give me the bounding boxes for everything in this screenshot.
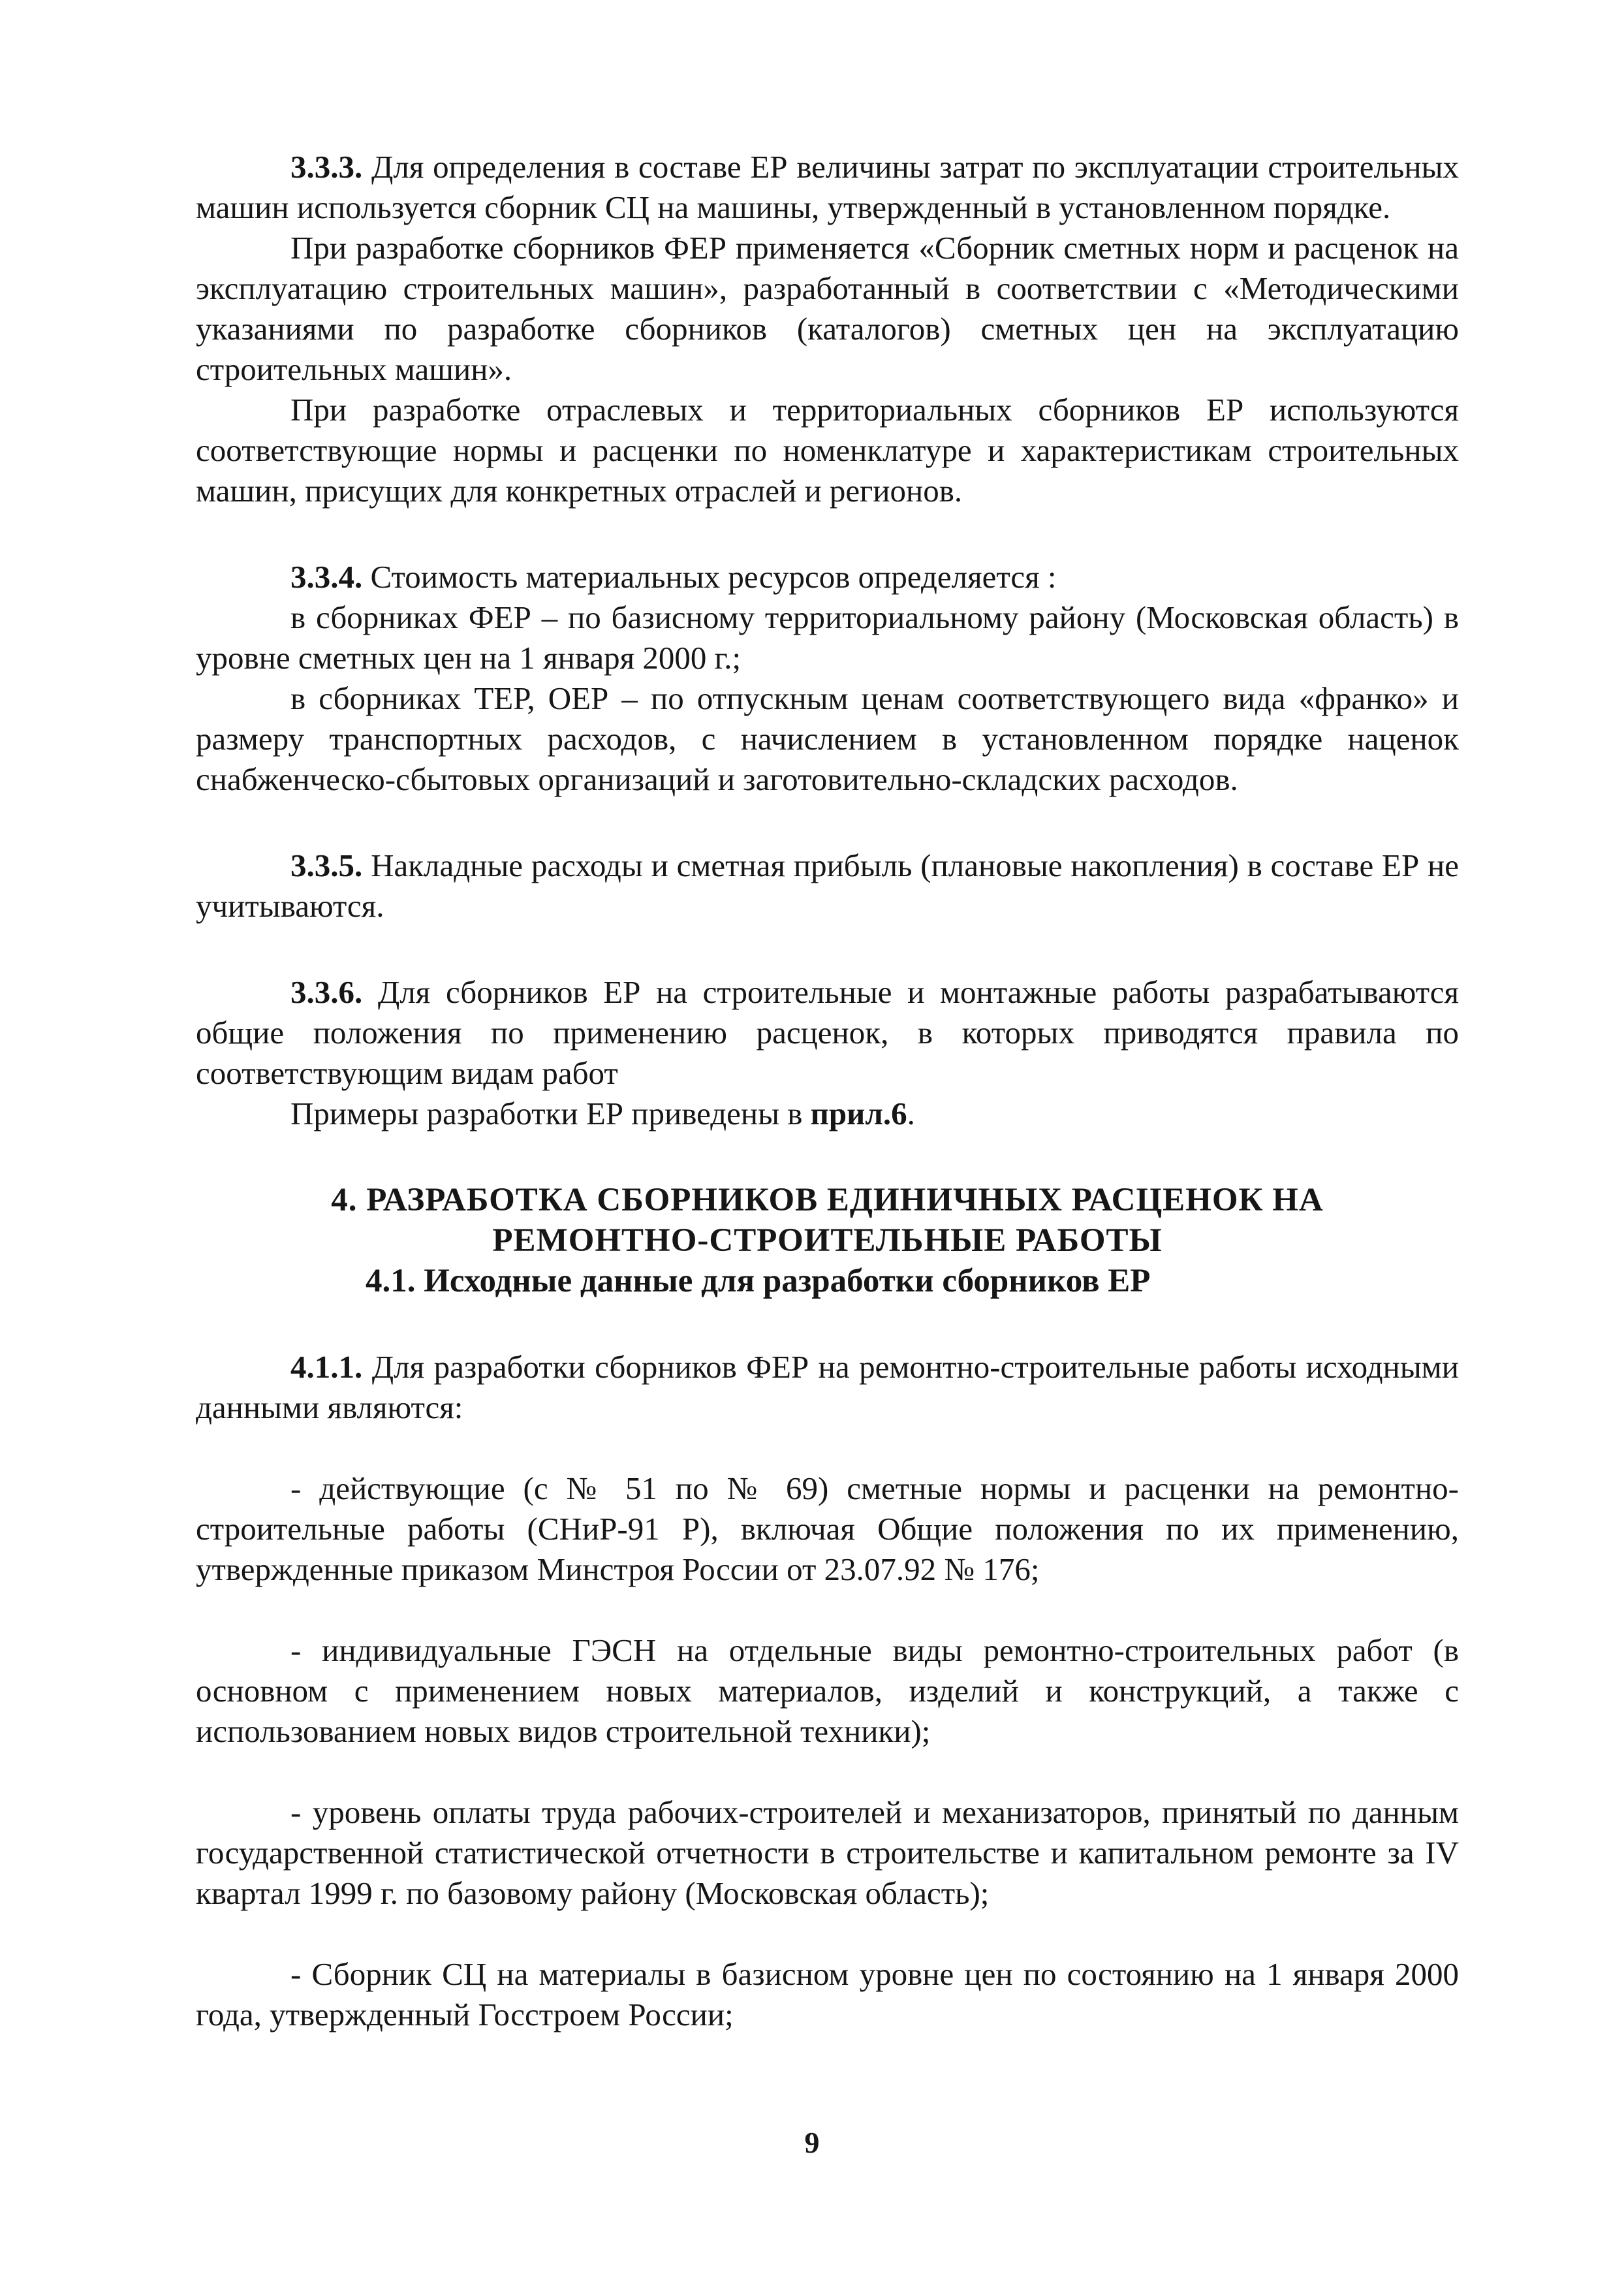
section-4-heading [196, 1180, 1459, 1261]
clause-text: Стоимость материальных ресурсов определяется : [362, 559, 1057, 595]
clause-text: Для сборников ЕР на строительные и монтажные работы разрабатываются общие положения по применению расценок, в которых приводятся правила по соответствующим видам работ [196, 974, 1459, 1091]
list-item: - Сборник СЦ на материалы в базисном уровне цен по состоянию на 1 января 2000 года, утвержденный Госстроем России; [196, 1956, 1459, 2032]
paragraph-3-3-6 [196, 972, 1459, 1094]
paragraph-3-3-3-fer: При разработке сборников ФЕР применяется «Сборник сметных норм и расценок на эксплуатацию строительных машин», разработанный в соответствии с «Методическими указаниями по разработке сборников (каталогов) сметных цен на эксплуатацию строительных машин». [196, 230, 1459, 387]
document-page [196, 147, 1459, 2035]
page-number: 9 [804, 2126, 820, 2159]
list-item: - индивидуальные ГЭСН на отдельные виды ремонтно-строительных работ (в основном с применением новых материалов, изделий и конструкций, а также с использованием новых видов строительной техники); [196, 1632, 1459, 1749]
section-title-line-2: РЕМОНТНО-СТРОИТЕЛЬНЫЕ РАБОТЫ [492, 1222, 1163, 1259]
clause-text: Для определения в составе ЕР величины затрат по эксплуатации строительных машин используется сборник СЦ на машины, утвержденный в установленном порядке. [196, 149, 1459, 225]
clause-text: Для разработки сборников ФЕР на ремонтно-строительные работы исходными данными являются: [196, 1349, 1459, 1425]
paragraph-3-3-3 [196, 147, 1459, 228]
clause-number: 3.3.3. [290, 149, 363, 185]
list-item: - уровень оплаты труда рабочих-строителей и механизаторов, принятый по данным государственной статистической отчетности в строительстве и капитальном ремонте за IV квартал 1999 г. по базовому району (Московская область); [196, 1794, 1459, 1911]
examples-text: Примеры разработки ЕР приведены в [290, 1096, 811, 1131]
paragraph-4-1-1 [196, 1347, 1459, 1428]
list-item: - действующие (с № 51 по № 69) сметные нормы и расценки на ремонтно-строительные работы (СНиР-91 Р), включая Общие положения по их применению, утвержденные приказом Минстроя России от 23.07.92 № 176; [196, 1470, 1459, 1587]
paragraph-3-3-4-fer: в сборниках ФЕР – по базисному территориальному району (Московская область) в уровне сметных цен на 1 января 2000 г.; [196, 599, 1459, 676]
paragraph-3-3-6-examples [196, 1094, 1459, 1134]
clause-number: 3.3.4. [290, 559, 363, 595]
clause-text: Накладные расходы и сметная прибыль (плановые накопления) в составе ЕР не учитываются. [196, 847, 1459, 924]
paragraph-3-3-4 [196, 557, 1459, 597]
section-title-line-1: 4. РАЗРАБОТКА СБОРНИКОВ ЕДИНИЧНЫХ РАСЦЕНОК НА [331, 1182, 1324, 1218]
paragraph-3-3-5 [196, 846, 1459, 926]
paragraph-3-3-3-regional: При разработке отраслевых и территориальных сборников ЕР используются соответствующие нормы и расценки по номенклатуре и характеристикам строительных машин, присущих для конкретных отраслей и регионов. [196, 392, 1459, 509]
paragraph-3-3-4-ter: в сборниках ТЕР, ОЕР – по отпускным ценам соответствующего вида «франко» и размеру транспортных расходов, с начислением в установленном порядке наценок снабженческо-сбытовых организаций и заготовительно-складских расходов. [196, 680, 1459, 797]
examples-suffix: . [907, 1096, 915, 1131]
appendix-reference: прил.6 [810, 1096, 907, 1131]
subsection-title-4-1: 4.1. Исходные данные для разработки сборников ЕР [366, 1263, 1151, 1299]
clause-number: 3.3.5. [290, 847, 363, 883]
clause-number: 3.3.6. [290, 974, 363, 1010]
clause-number: 4.1.1. [290, 1349, 363, 1385]
